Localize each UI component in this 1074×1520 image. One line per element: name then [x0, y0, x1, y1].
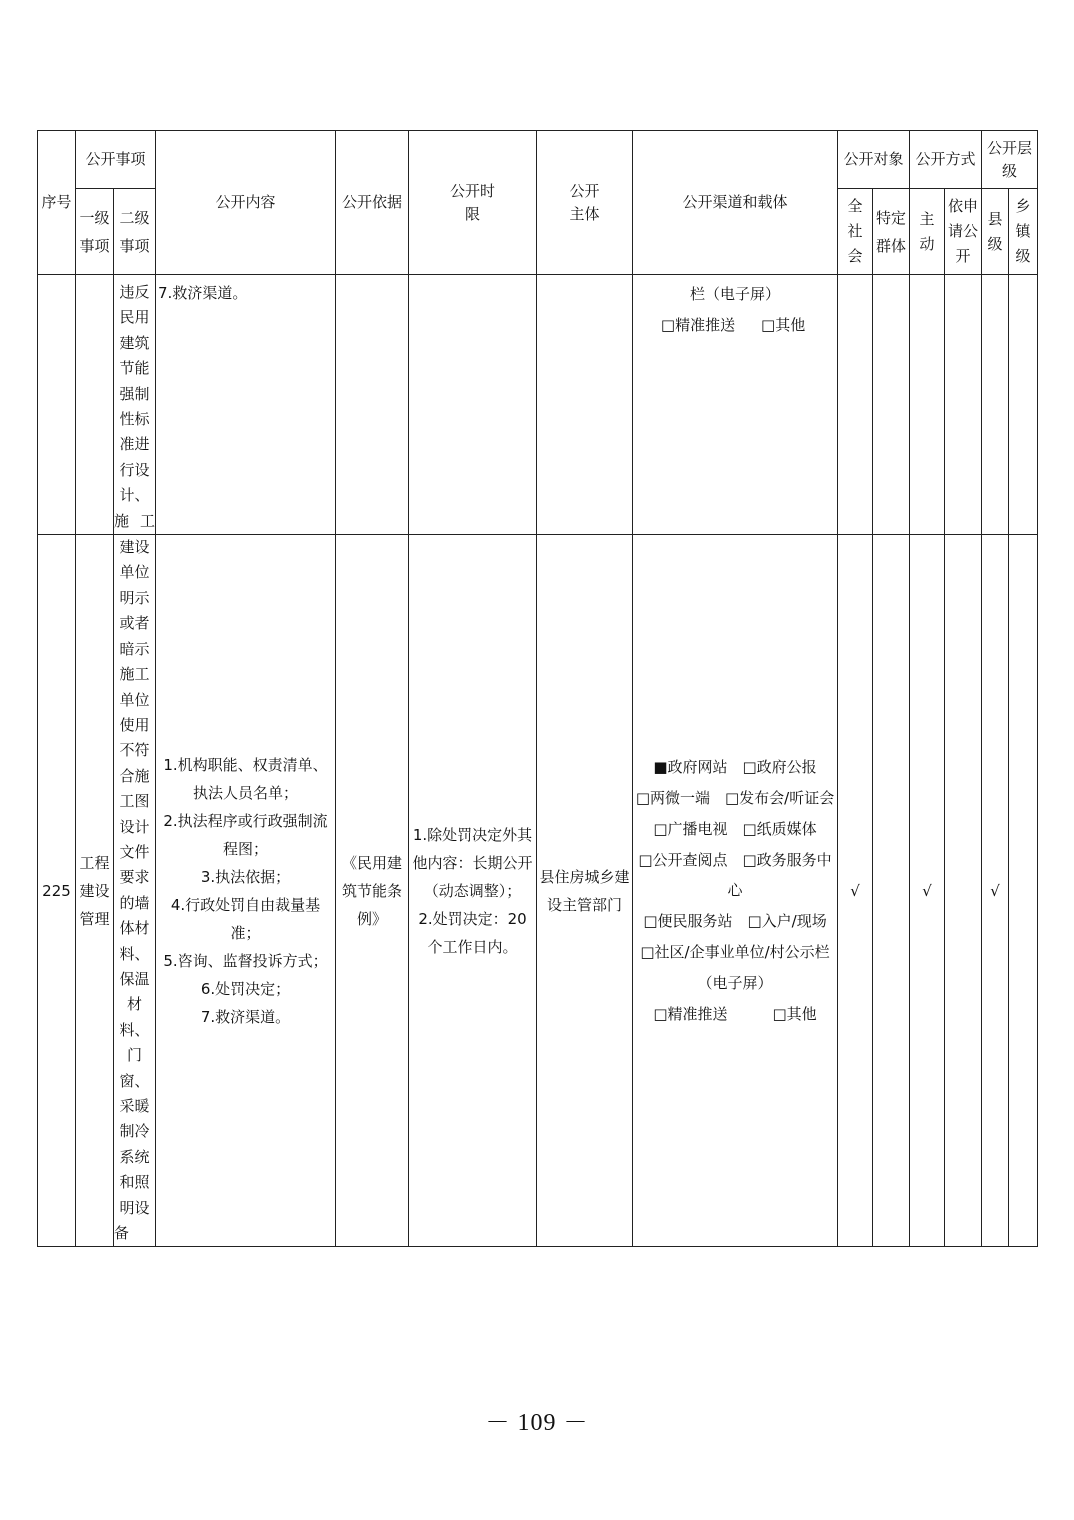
channel-line: 栏（电子屏）	[690, 285, 781, 303]
header-specific-group: 特定群体	[873, 189, 910, 275]
channel-line: □社区/企事业单位/村公示栏（电子屏）	[640, 942, 830, 992]
header-level: 公开层级	[982, 131, 1038, 189]
row-level2: 违反民用建筑节能强制性标准进行设计、施工	[114, 275, 156, 535]
row-level1: 工程建设管理	[76, 535, 114, 1247]
row-time-limit	[409, 275, 537, 535]
channel-line: □精准推送 □其他	[653, 1004, 817, 1023]
header-basis: 公开依据	[336, 131, 409, 275]
header-target: 公开对象	[838, 131, 910, 189]
row-active	[910, 275, 945, 535]
disclosure-table	[37, 130, 1038, 1247]
channel-option: □精准推送	[660, 315, 736, 334]
content-item: 3.执法依据；	[200, 867, 291, 886]
row-basis	[336, 275, 409, 535]
header-seq: 序号	[38, 131, 76, 275]
row-county: √	[982, 535, 1009, 1247]
channel-line: □两微一端 □发布会/听证会	[635, 788, 835, 807]
row-subject: 县住房城乡建设主管部门	[537, 535, 633, 1247]
time-limit-item: 2.处罚决定：20个工作日内。	[418, 909, 527, 956]
header-level1: 一级事项	[76, 189, 114, 275]
row-township	[1009, 535, 1038, 1247]
content-item: 7.救济渠道。	[200, 1007, 291, 1026]
header-time-limit: 公开时限	[409, 131, 537, 275]
row-active: √	[910, 535, 945, 1247]
row-content: 7.救济渠道。	[156, 275, 336, 535]
row-subject	[537, 275, 633, 535]
row-county	[982, 275, 1009, 535]
header-county: 县级	[982, 189, 1009, 275]
header-township: 乡镇级	[1009, 189, 1038, 275]
row-on-request	[945, 535, 982, 1247]
row-specific-group	[873, 535, 910, 1247]
row-channel	[633, 535, 838, 1247]
channel-option: □其他	[761, 315, 806, 334]
channel-line: □广播电视 □纸质媒体	[653, 819, 817, 838]
header-row-1	[38, 131, 1038, 189]
header-level2: 二级事项	[114, 189, 156, 275]
row-seq	[38, 275, 76, 535]
page-number: － 109 －	[485, 1410, 589, 1436]
row-basis: 《民用建筑节能条例》	[336, 535, 409, 1247]
row-all-society: √	[838, 535, 873, 1247]
header-content: 公开内容	[156, 131, 336, 275]
row-seq: 225	[38, 535, 76, 1247]
content-item: 5.咨询、监督投诉方式；	[163, 951, 328, 970]
row-channel	[633, 275, 838, 535]
header-subject: 公开主体	[537, 131, 633, 275]
table-row	[38, 275, 1038, 535]
header-channel: 公开渠道和载体	[633, 131, 838, 275]
row-specific-group	[873, 275, 910, 535]
header-all-society: 全社会	[838, 189, 873, 275]
channel-line: □公开查阅点 □政务服务中心	[638, 850, 832, 900]
header-on-request: 依申请公开	[945, 189, 982, 275]
channel-line: ■政府网站 □政府公报	[653, 758, 817, 777]
content-item: 1.机构职能、权责清单、执法人员名单；	[163, 755, 328, 802]
row-content	[156, 535, 336, 1247]
header-method: 公开方式	[910, 131, 982, 189]
time-limit-item: 1.除处罚决定外其他内容：长期公开（动态调整）；	[412, 825, 533, 900]
channel-line: □便民服务站 □入户/现场	[643, 912, 827, 931]
content-item: 4.行政处罚自由裁量基准；	[170, 895, 321, 942]
row-all-society	[838, 275, 873, 535]
row-level2: 建设单位明示或者暗示施工单位使用不符合施工图设计文件要求的墙体材料、保温材料、门窗、采暖制冷系统和照明设备	[114, 535, 156, 1247]
header-items: 公开事项	[76, 131, 156, 189]
header-active: 主动	[910, 189, 945, 275]
channel-line	[635, 310, 835, 341]
row-on-request	[945, 275, 982, 535]
row-level1	[76, 275, 114, 535]
content-item: 6.处罚决定；	[200, 979, 291, 998]
row-township	[1009, 275, 1038, 535]
content-item: 2.执法程序或行政强制流程图；	[163, 811, 328, 858]
table-row	[38, 535, 1038, 1247]
row-time-limit	[409, 535, 537, 1247]
